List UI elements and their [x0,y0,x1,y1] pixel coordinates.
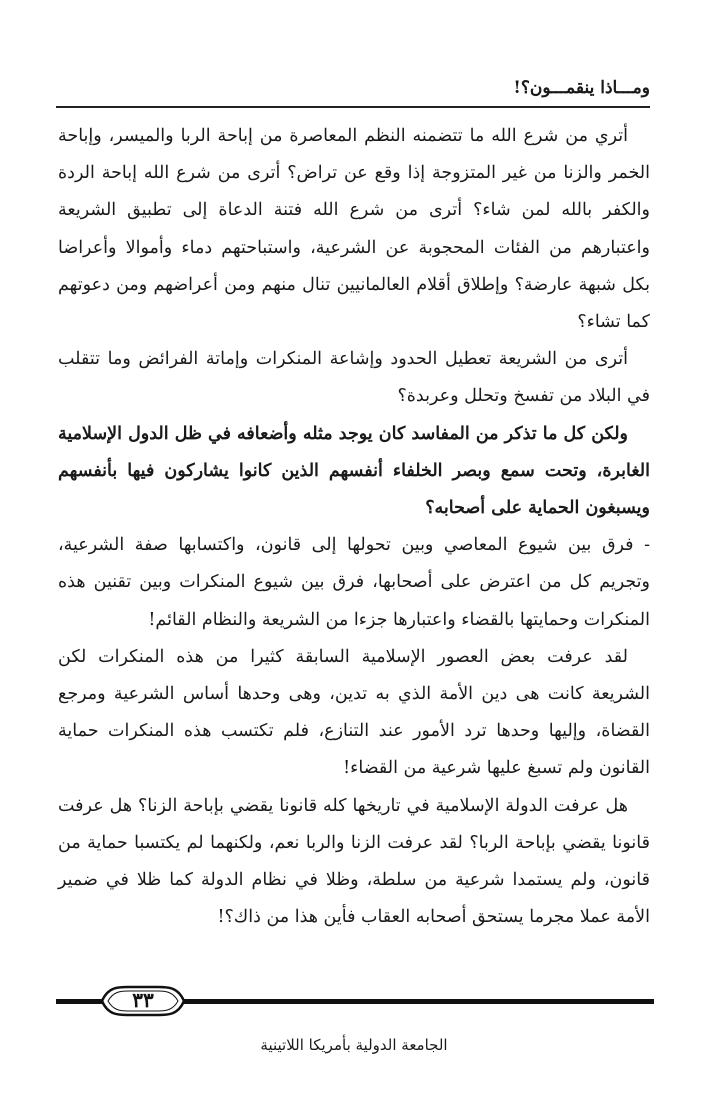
publisher-name: الجامعة الدولية بأمريكا اللاتينية [260,1036,448,1054]
running-header-title: ومـــاذا ينقمـــون؟! [513,78,650,98]
paragraph-2: أترى من الشريعة تعطيل الحدود وإشاعة المنكرات وإماتة الفرائض وما تتقلب في البلاد من تفسخ وتحلل وعربدة؟ [58,349,650,407]
header-divider [56,106,650,108]
page-number: ٣٣ [132,988,154,1012]
body-text [58,118,650,936]
paragraph-5: لقد عرفت بعض العصور الإسلامية السابقة كثيرا من هذه المنكرات لكن الشريعة كانت هى دين الأمة الذي به تدين، وهى وحدها أساس الشرعية ومرجع القضاة، وإليها وحدها ترد الأمور عند التنازع، فلم تكتسب هذه المنكرات حماية القانون ولم تسبغ عليها شرعية من القضاء! [58,646,650,779]
page-footer [56,982,654,1022]
page-number-badge [88,984,198,1018]
paragraph-6: هل عرفت الدولة الإسلامية في تاريخها كله قانونا يقضي بإباحة الزنا؟ هل عرفت قانونا يقضي بإباحة الربا؟ لقد عرفت الزنا والربا نعم، ولكنهما لم يكتسبا حماية من قانون، ولم يستمدا شرعية من سلطة، وظلا في نظام الدولة كما ظلا في ضمير الأمة عملا مجرما يستحق أصحابه العقاب فأين هذا من ذاك؟! [58,795,650,928]
paragraph-4-response: - فرق بين شيوع المعاصي وبين تحولها إلى قانون، واكتسابها صفة الشرعية، وتجريم كل من اعترض على أصحابها، فرق بين شيوع المنكرات وبين تقنين هذه المنكرات وحمايتها بالقضاء واعتبارها جزءا من الشريعة والنظام القائم! [58,535,650,630]
paragraph-3-objection: ولكن كل ما تذكر من المفاسد كان يوجد مثله وأضعافه في ظل الدول الإسلامية الغابرة، وتحت سمع وبصر الخلفاء أنفسهم الذين كانوا يشاركون فيها بأنفسهم ويسبغون الحماية على أصحابه؟ [58,423,650,519]
paragraph-1: أتري من شرع الله ما تتضمنه النظم المعاصرة من إباحة الربا والميسر، وإباحة الخمر والزنا من غير المتزوجة إذا وقع عن تراض؟ أترى من شرع الله إباحة الردة والكفر بالله لمن شاء؟ أترى من شرع الله فتنة الدعاة إلى تطبيق الشريعة واعتبارهم من الفئات المحجوبة عن الشرعية، واستباحتهم دماء وأموالا وأعراضا بكل شبهة عارضة؟ وإطلاق أقلام العالمانيين تنال منهم ومن أعراضهم ومن دعوتهم كما تشاء؟ [58,126,650,333]
